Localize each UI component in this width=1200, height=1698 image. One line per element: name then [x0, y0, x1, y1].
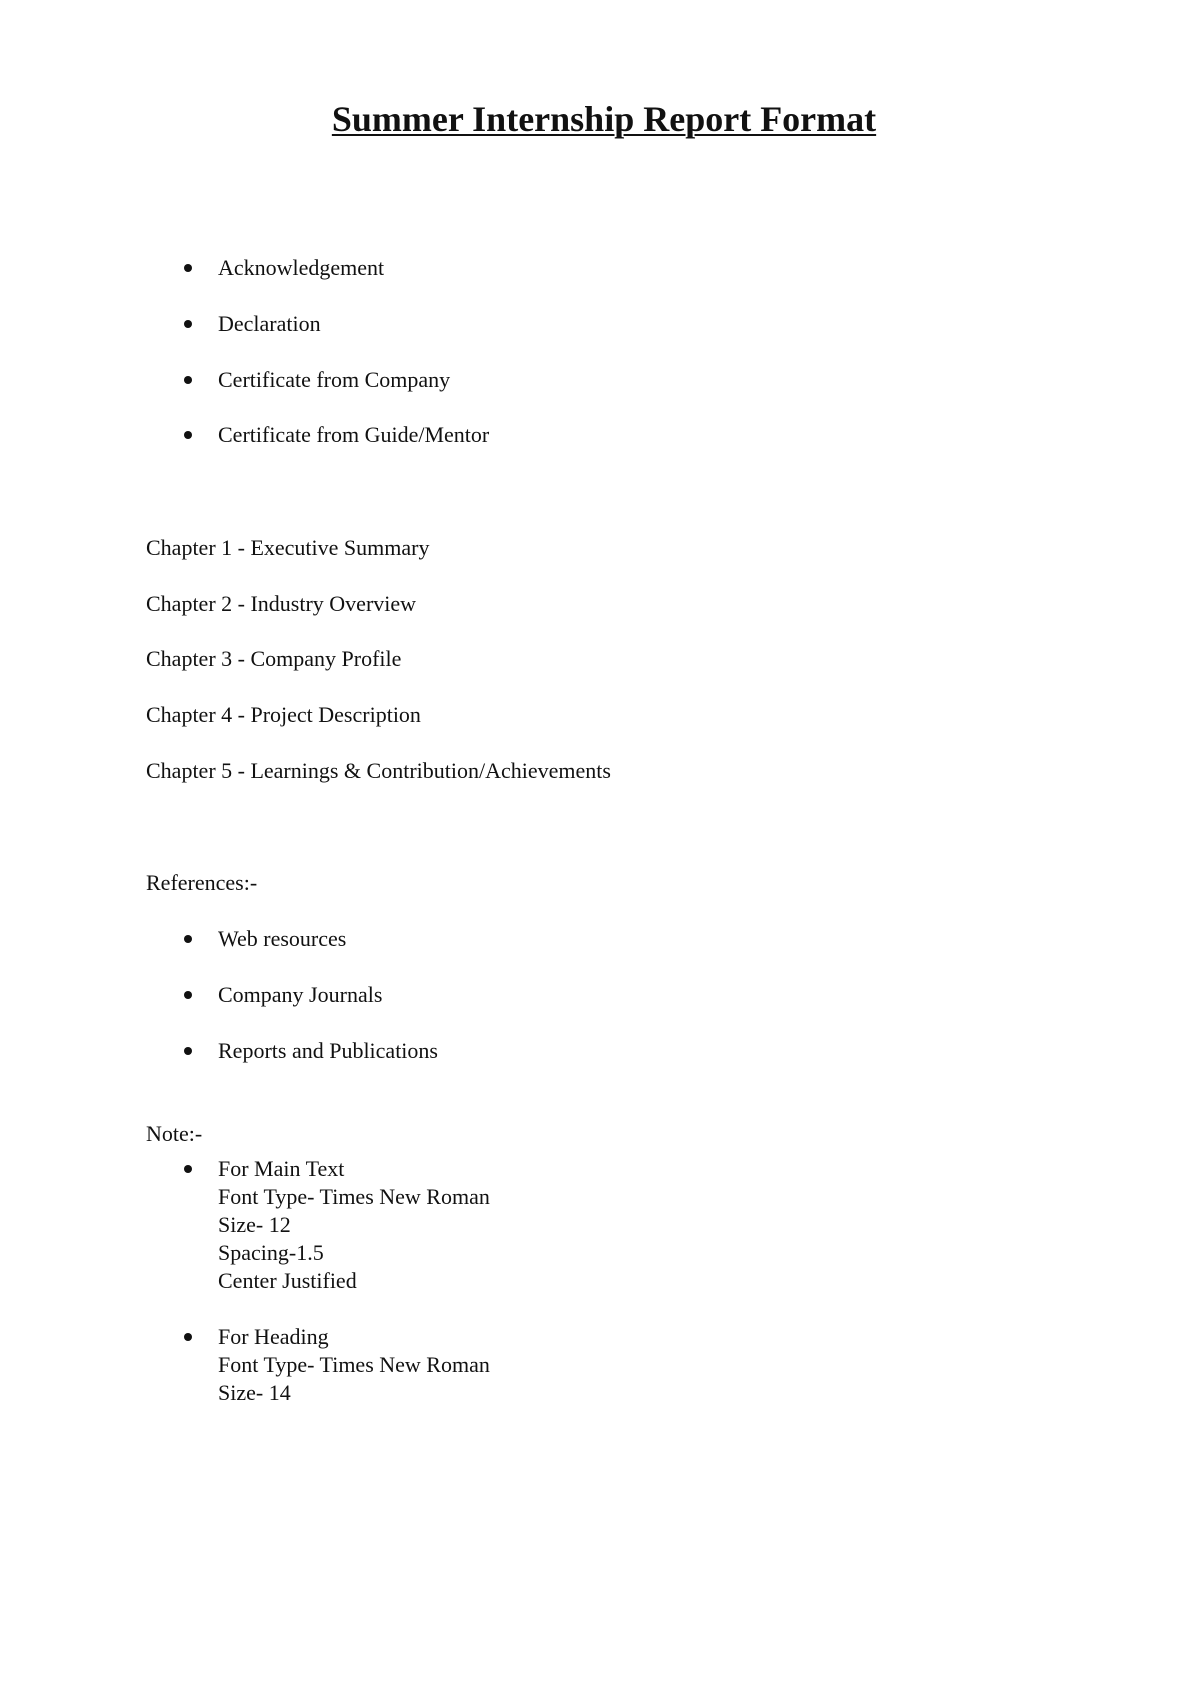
bullet-icon: [184, 264, 192, 272]
note-heading-heading: For Heading: [218, 1324, 329, 1349]
reference-web-resources: Web resources: [218, 926, 347, 951]
bullet-icon: [184, 1165, 192, 1173]
front-matter-company-certificate: Certificate from Company: [218, 367, 451, 392]
list-item: [0, 366, 1200, 394]
note-main-text-spacing: Spacing-1.5: [218, 1240, 324, 1265]
note-heading-size: Size- 14: [218, 1380, 291, 1405]
list-item: [0, 310, 1200, 338]
reference-company-journals: Company Journals: [218, 982, 383, 1007]
front-matter-acknowledgement: Acknowledgement: [218, 255, 385, 280]
list-item: [0, 254, 1200, 282]
bullet-icon: [184, 376, 192, 384]
front-matter-mentor-certificate: Certificate from Guide/Mentor: [218, 422, 490, 447]
chapter-1: Chapter 1 - Executive Summary: [146, 535, 430, 560]
document-title: Summer Internship Report Format: [331, 99, 877, 139]
note-label: Note:-: [146, 1121, 203, 1146]
chapter-5: Chapter 5 - Learnings & Contribution/Achievements: [146, 758, 611, 783]
chapter-3: Chapter 3 - Company Profile: [146, 646, 402, 671]
front-matter-declaration: Declaration: [218, 311, 321, 336]
bullet-icon: [184, 1333, 192, 1341]
list-item: [0, 1037, 1200, 1065]
bullet-icon: [184, 1047, 192, 1055]
reference-reports-publications: Reports and Publications: [218, 1038, 438, 1063]
list-item: [0, 421, 1200, 449]
references-label: References:-: [146, 870, 258, 895]
chapter-4: Chapter 4 - Project Description: [146, 702, 421, 727]
chapter-2: Chapter 2 - Industry Overview: [146, 591, 417, 616]
note-main-text-size: Size- 12: [218, 1212, 291, 1237]
bullet-icon: [184, 935, 192, 943]
note-main-text-heading: For Main Text: [218, 1156, 345, 1181]
list-item: [0, 925, 1200, 953]
list-item: [0, 981, 1200, 1009]
note-main-text-alignment: Center Justified: [218, 1268, 357, 1293]
bullet-icon: [184, 320, 192, 328]
bullet-icon: [184, 991, 192, 999]
note-heading-font-type: Font Type- Times New Roman: [218, 1352, 490, 1377]
note-main-text-font-type: Font Type- Times New Roman: [218, 1184, 490, 1209]
bullet-icon: [184, 431, 192, 439]
